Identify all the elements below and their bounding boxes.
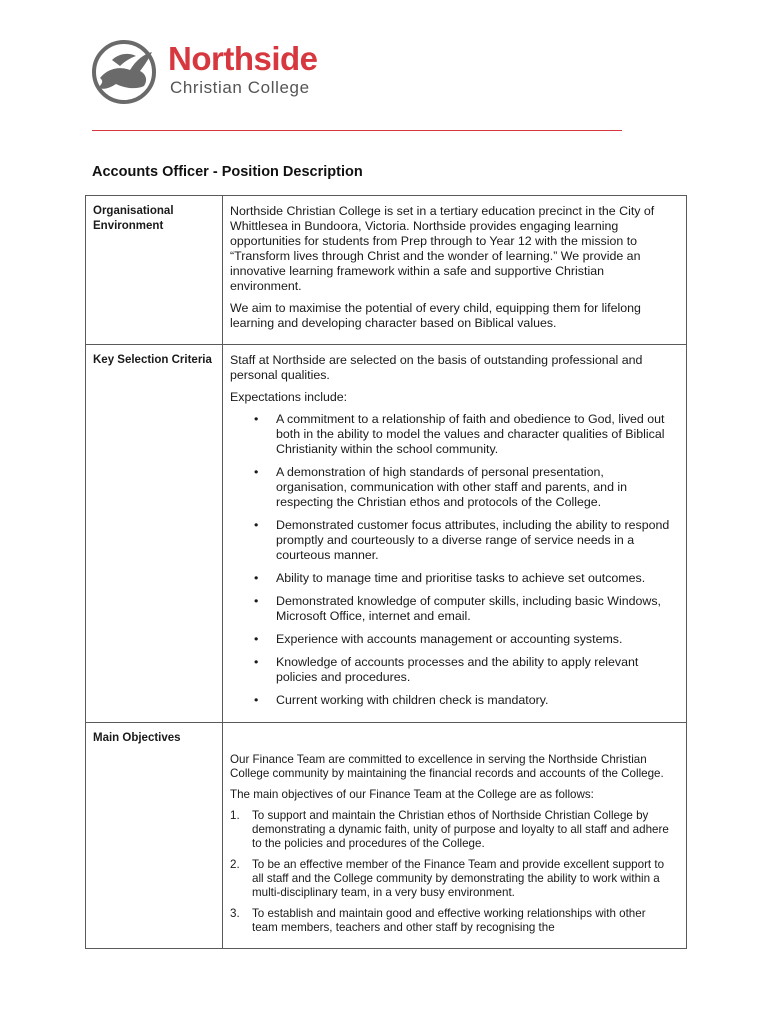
- list-item: • Current working with children check is mandatory.: [254, 693, 549, 707]
- paragraph: Staff at Northside are selected on the basis of outstanding professional and personal qualities.: [230, 353, 643, 382]
- list-item: • Demonstrated knowledge of computer skills, including basic Windows, Microsoft Office, internet and email.: [254, 594, 661, 623]
- bullet-icon: •: [254, 632, 259, 646]
- row-label: Organisational Environment: [86, 196, 223, 345]
- paragraph: Our Finance Team are committed to excellence in serving the Northside Christian College community by maintaining the financial records and accounts of the College.: [230, 753, 664, 780]
- position-description-table: [85, 195, 687, 949]
- paragraph: Expectations include:: [230, 390, 348, 404]
- paragraph: Northside Christian College is set in a tertiary education precinct in the City of Whittlesea in Bundoora, Victoria. Northside provides engaging learning opportunities for students from Prep through to Year 12 with the mission to “Transform lives through Christ and the wonder of learning.” We provide an innovative learning framework within a safe and supportive Christian environment.: [230, 204, 655, 293]
- list-item: • Demonstrated customer focus attributes, including the ability to respond promptly and courteously to a diverse range of service needs in a courteous manner.: [254, 518, 670, 562]
- row-content: [223, 345, 687, 723]
- bullet-icon: •: [254, 571, 259, 585]
- objectives-list: [230, 809, 674, 935]
- list-item: • A commitment to a relationship of faith and obedience to God, lived out both in the ability to model the values and character qualities of Biblical Christianity within the school community.: [254, 412, 665, 456]
- table-row-main-objectives: [86, 723, 687, 949]
- header-divider: [92, 130, 622, 131]
- page-title: Accounts Officer - Position Description: [92, 164, 363, 180]
- dove-in-circle-icon: [90, 38, 158, 106]
- list-item: 1. To support and maintain the Christian ethos of Northside Christian College by demonstrating a dynamic faith, unity of purpose and loyalty to all staff and adhere to the policies and procedures of the College.: [230, 809, 669, 850]
- bullet-icon: •: [254, 412, 259, 426]
- list-item: 3. To establish and maintain good and effective working relationships with other team members, teachers and other staff by recognising the: [230, 907, 646, 934]
- bullet-icon: •: [254, 655, 259, 669]
- bullet-icon: •: [254, 518, 259, 532]
- expectations-list: [230, 412, 674, 708]
- list-number: 2.: [230, 858, 240, 871]
- row-content: [223, 723, 687, 949]
- paragraph: We aim to maximise the potential of every child, equipping them for lifelong learning and developing character based on Biblical values.: [230, 301, 641, 330]
- list-item: 2. To be an effective member of the Finance Team and provide excellent support to all staff and the College community by demonstrating the ability to work within a multi-disciplinary team, in a very busy environment.: [230, 858, 665, 899]
- row-content: [223, 196, 687, 345]
- list-item: • A demonstration of high standards of personal presentation, organisation, communication with other staff and parents, and in respecting the Christian ethos and protocols of the College.: [254, 465, 628, 509]
- paragraph: The main objectives of our Finance Team at the College are as follows:: [230, 788, 594, 801]
- table-row-organisational-environment: [86, 196, 687, 345]
- list-item: • Ability to manage time and prioritise tasks to achieve set outcomes.: [254, 571, 646, 585]
- list-number: 3.: [230, 907, 240, 920]
- bullet-icon: •: [254, 594, 259, 608]
- logo-subtitle: Christian College: [170, 78, 310, 97]
- list-item: • Experience with accounts management or accounting systems.: [254, 632, 623, 646]
- logo-wordmark: Northside: [168, 40, 318, 77]
- table-row-key-selection-criteria: [86, 345, 687, 723]
- college-logo: [90, 38, 330, 104]
- list-item: • Knowledge of accounts processes and the ability to apply relevant policies and procedures.: [254, 655, 639, 684]
- bullet-icon: •: [254, 465, 259, 479]
- list-number: 1.: [230, 809, 240, 822]
- row-label: Main Objectives: [86, 723, 223, 949]
- bullet-icon: •: [254, 693, 259, 707]
- row-label: Key Selection Criteria: [86, 345, 223, 723]
